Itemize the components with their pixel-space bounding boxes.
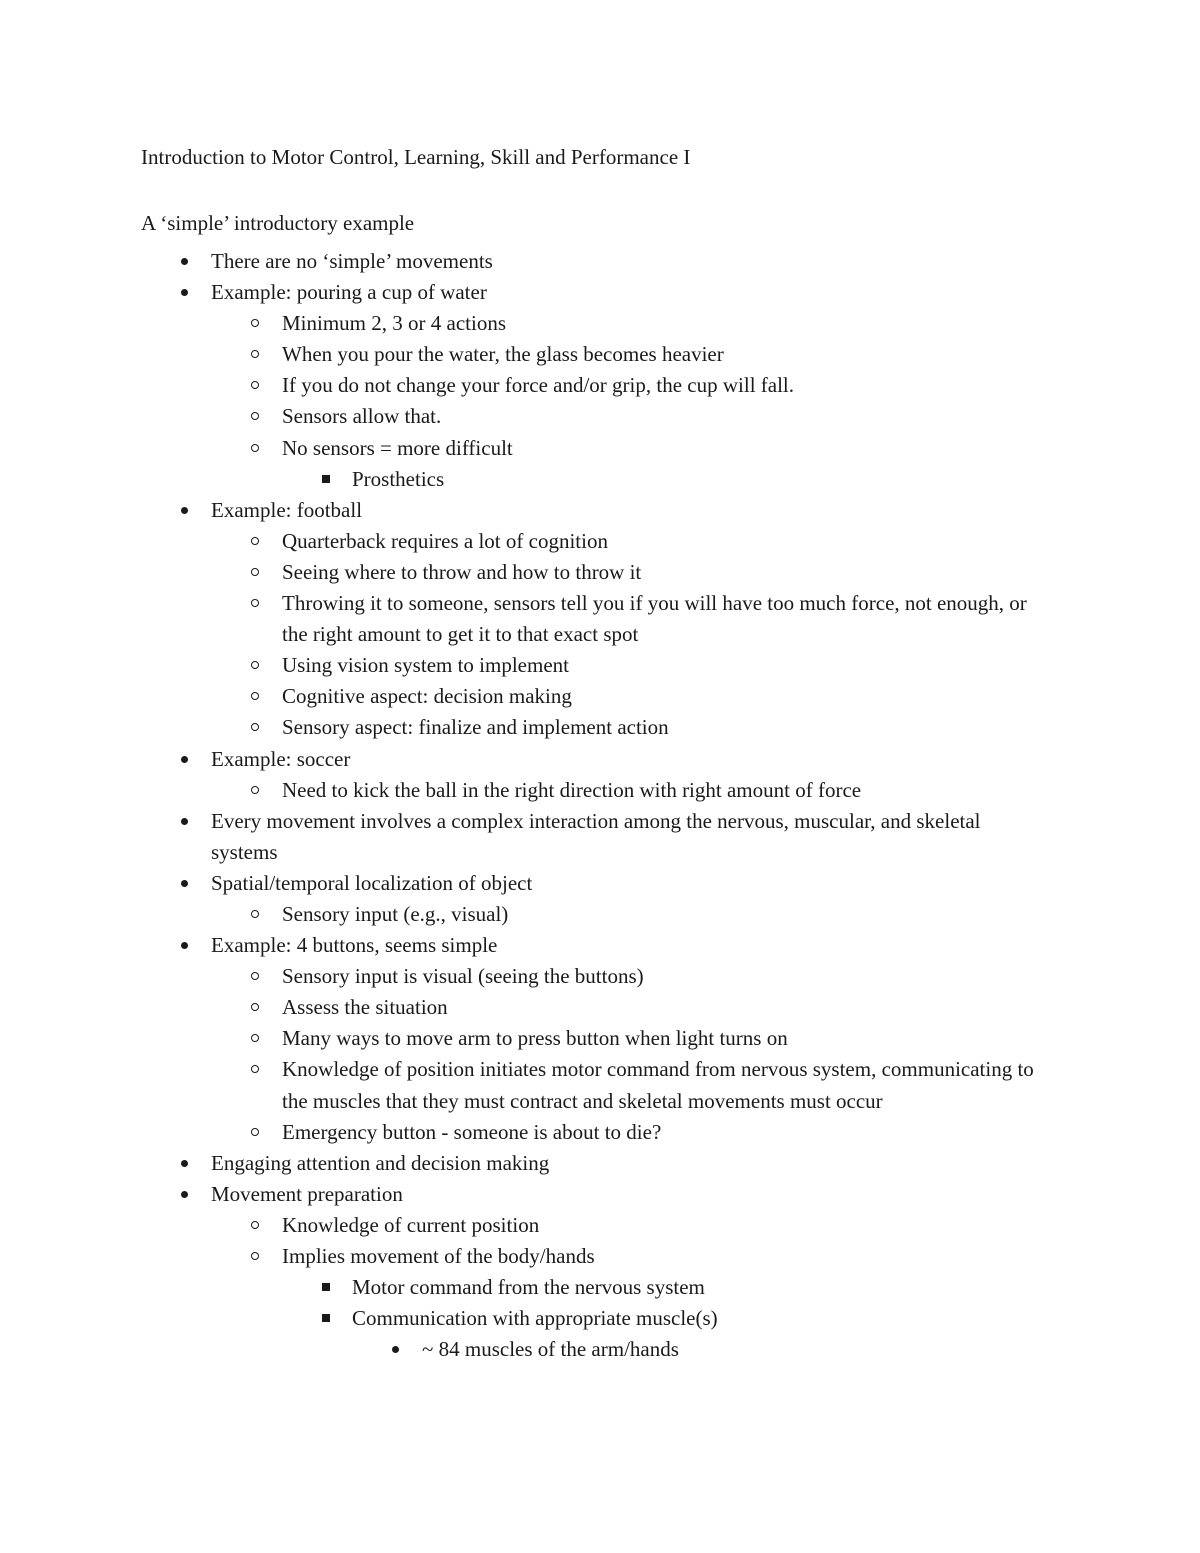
list-item-level-1 [211,806,1041,868]
bullet-circle-icon [249,1241,265,1272]
bullet-disc-icon [177,744,193,775]
list-item-text: Motor command from the nervous system [352,1275,705,1300]
list-item-level-2 [282,370,1042,401]
list-item-text: Seeing where to throw and how to throw it [282,559,642,584]
list-item-level-3 [352,464,1042,495]
list-item-text: Throwing it to someone, sensors tell you if you will have too much force, not enough, or the right amount to get it to that exact spot [282,591,1027,647]
bullet-circle-icon [249,1210,265,1241]
bullet-square-icon [319,464,335,495]
bullet-circle-icon [249,308,265,339]
list-item-text: If you do not change your force and/or grip, the cup will fall. [282,373,795,398]
list-item-text: Many ways to move arm to press button when light turns on [282,1026,788,1051]
list-item-text: No sensors = more difficult [282,435,513,460]
bullet-disc-icon [177,868,193,899]
bullet-circle-icon [249,650,265,681]
list-item-level-3 [352,1303,1042,1334]
list-item-level-1 [211,495,1041,526]
list-item-text: Engaging attention and decision making [211,1150,550,1175]
list-item-level-2 [282,650,1042,681]
bullet-disc-icon [177,1179,193,1210]
list-item-level-1 [211,744,1041,775]
list-item-level-2 [282,1241,1042,1272]
list-item-level-3 [352,1272,1042,1303]
list-item-text: Sensory aspect: finalize and implement action [282,715,669,740]
bullet-outline [0,246,1200,1365]
bullet-disc-icon [177,246,193,277]
list-item-level-4 [422,1334,1042,1365]
list-item-text: There are no ‘simple’ movements [211,249,493,273]
bullet-circle-icon [249,712,265,743]
bullet-circle-icon [249,557,265,588]
list-item-text: Sensory input (e.g., visual) [282,901,509,926]
list-item-level-1 [211,1179,1041,1210]
bullet-disc-icon [177,277,193,308]
list-item-text: When you pour the water, the glass becomes heavier [282,342,724,367]
list-item-level-2 [282,308,1042,339]
list-item-level-2 [282,712,1042,743]
bullet-disc-icon [177,806,193,837]
list-item-level-2 [282,961,1042,992]
list-item-level-2 [282,681,1042,712]
list-item-text: Quarterback requires a lot of cognition [282,528,608,553]
bullet-circle-icon [249,526,265,557]
list-item-text: Spatial/temporal localization of object [211,870,533,895]
bullet-circle-icon [249,433,265,464]
list-item-text: Sensory input is visual (seeing the buttons) [282,964,644,989]
bullet-disc-icon [177,495,193,526]
list-item-level-1 [211,1148,1041,1179]
list-item-text: Using vision system to implement [282,653,569,678]
list-item-text: Communication with appropriate muscle(s) [352,1306,718,1331]
list-item-text: Every movement involves a complex interaction among the nervous, muscular, and skeletal systems [211,808,981,864]
list-item-text: Prosthetics [352,466,445,491]
list-item-level-2 [282,526,1042,557]
bullet-circle-icon [249,370,265,401]
list-item-level-2 [282,992,1042,1023]
bullet-circle-icon [249,775,265,806]
list-item-text: Emergency button - someone is about to die? [282,1119,662,1144]
list-item-text: Example: 4 buttons, seems simple [211,933,498,958]
list-item-text: Example: soccer [211,746,351,771]
bullet-circle-icon [249,1054,265,1085]
document-title: Introduction to Motor Control, Learning, Skill and Performance I [141,145,691,169]
bullet-circle-icon [249,401,265,432]
list-item-level-1 [211,277,1041,308]
list-item-level-2 [282,899,1042,930]
list-item-level-2 [282,401,1042,432]
list-item-text: Example: pouring a cup of water [211,280,487,305]
bullet-circle-icon [249,681,265,712]
list-item-text: Cognitive aspect: decision making [282,684,572,709]
bullet-circle-icon [249,339,265,370]
list-item-level-1 [211,246,1041,277]
list-item-level-2 [282,1210,1042,1241]
bullet-disc-icon [177,930,193,961]
bullet-disc-icon [388,1334,404,1365]
list-item-level-2 [282,588,1042,650]
list-item-level-2 [282,1054,1042,1116]
list-item-text: ~ 84 muscles of the arm/hands [422,1337,679,1362]
bullet-square-icon [319,1303,335,1334]
list-item-level-2 [282,339,1042,370]
list-item-level-1 [211,930,1041,961]
bullet-circle-icon [249,1023,265,1054]
bullet-circle-icon [249,899,265,930]
bullet-square-icon [319,1272,335,1303]
list-item-level-2 [282,1023,1042,1054]
section-heading: A ‘simple’ introductory example [141,211,415,235]
list-item-text: Knowledge of current position [282,1212,540,1237]
bullet-circle-icon [249,1117,265,1148]
list-item-text: Implies movement of the body/hands [282,1244,595,1268]
list-item-text: Need to kick the ball in the right direction with right amount of force [282,777,862,802]
list-item-text: Movement preparation [211,1181,403,1206]
list-item-level-2 [282,433,1042,464]
list-item-text: Minimum 2, 3 or 4 actions [282,311,506,336]
list-item-text: Knowledge of position initiates motor command from nervous system, communicating to the muscles that they must contract and skeletal movements must occur [282,1057,1034,1113]
bullet-disc-icon [177,1148,193,1179]
bullet-circle-icon [249,992,265,1023]
bullet-circle-icon [249,961,265,992]
list-item-text: Example: football [211,497,363,522]
list-item-text: Assess the situation [282,995,448,1020]
bullet-circle-icon [249,588,265,619]
list-item-level-2 [282,775,1042,806]
list-item-level-2 [282,557,1042,588]
list-item-level-1 [211,868,1041,899]
list-item-level-2 [282,1117,1042,1148]
list-item-text: Sensors allow that. [282,404,442,429]
